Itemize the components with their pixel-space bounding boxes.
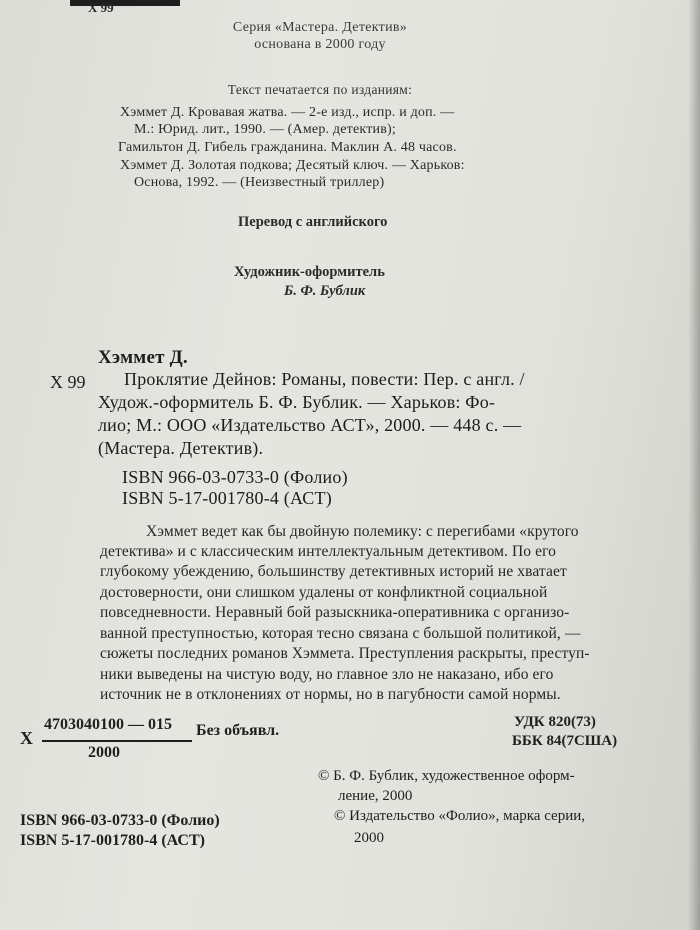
artist-role: Художник-оформитель [234, 264, 385, 280]
abstract-line-8: ники выведены на чистую воду, но главное зло не наказано, ибо его [100, 666, 554, 683]
footer-isbn-ast: ISBN 5-17-001780-4 (АСТ) [20, 832, 205, 849]
udk-code: УДК 820(73) [514, 714, 596, 730]
source-line-3: Гамильтон Д. Гибель гражданина. Маклин А. 48 часов. [118, 140, 457, 155]
abstract-line-6: ванной преступностью, которая тесно связана с большой политикой, — [100, 625, 581, 642]
classification-number: 4703040100 — 015 [44, 716, 172, 733]
translation-note: Перевод с английского [238, 214, 388, 230]
abstract-line-1: Хэммет ведет как бы двойную полемику: с перегибами «крутого [146, 523, 579, 540]
abstract-line-2: детектива» и с классическим интеллектуальным детективом. По его [100, 543, 557, 560]
top-rule [70, 0, 180, 6]
bbk-code: ББК 84(7США) [512, 733, 618, 749]
catalog-line-3: лио; М.: ООО «Издательство АСТ», 2000. — 448 с. — [98, 415, 522, 435]
series-line-1: Серия «Мастера. Детектив» [232, 20, 408, 35]
catalog-line-2: Худож.-оформитель Б. Ф. Бублик. — Харьков: Фо- [98, 392, 496, 412]
abstract-line-5: повседневности. Неравный бой разыскника-оперативника с организо- [100, 604, 570, 621]
copyright-line-1: © Б. Ф. Бублик, художественное оформ- [318, 768, 575, 784]
source-line-1: Хэммет Д. Кровавая жатва. — 2-е изд., испр. и доп. — [120, 105, 455, 120]
copyright-line-4: 2000 [354, 830, 384, 846]
abstract-line-9: источник не в отклонениях от нормы, но в пагубности самой нормы. [100, 686, 561, 703]
no-ads-note: Без объявл. [196, 722, 280, 739]
artist-name: Б. Ф. Бублик [284, 283, 366, 299]
catalog-isbn-ast: ISBN 5-17-001780-4 (АСТ) [122, 488, 332, 508]
header-code: Х 99 [88, 0, 114, 15]
catalog-line-1: Проклятие Дейнов: Романы, повести: Пер. с англ. / [124, 369, 525, 389]
abstract-line-7: сюжеты последних романов Хэммета. Преступления раскрыты, преступ- [100, 645, 590, 662]
sources-title: Текст печатается по изданиям: [227, 82, 413, 97]
series-line-2: основана в 2000 году [254, 37, 386, 52]
fraction-rule [42, 740, 192, 742]
catalog-line-4: (Мастера. Детектив). [98, 438, 264, 458]
copyright-line-2: ление, 2000 [338, 788, 413, 804]
footer-isbn-folio: ISBN 966-03-0733-0 (Фолио) [20, 812, 220, 829]
classification-year: 2000 [88, 744, 120, 761]
source-line-5: Основа, 1992. — (Неизвестный триллер) [134, 175, 385, 190]
source-line-4: Хэммет Д. Золотая подкова; Десятый ключ. — Харьков: [120, 158, 465, 173]
copyright-line-3: © Издательство «Фолио», марка серии, [334, 808, 586, 824]
catalog-isbn-folio: ISBN 966-03-0733-0 (Фолио) [122, 467, 348, 487]
catalog-author: Хэммет Д. [98, 347, 188, 368]
abstract-line-3: глубокому убеждению, большинству детективных историй не хватает [100, 563, 567, 580]
classification-x-prefix: Х [20, 728, 33, 748]
abstract-line-4: достоверности, они слишком удалены от конфликтной социальной [100, 584, 548, 601]
catalog-code: Х 99 [50, 372, 86, 392]
source-line-2: М.: Юрид. лит., 1990. — (Амер. детектив); [134, 122, 396, 137]
page-edge-shadow [688, 0, 700, 930]
